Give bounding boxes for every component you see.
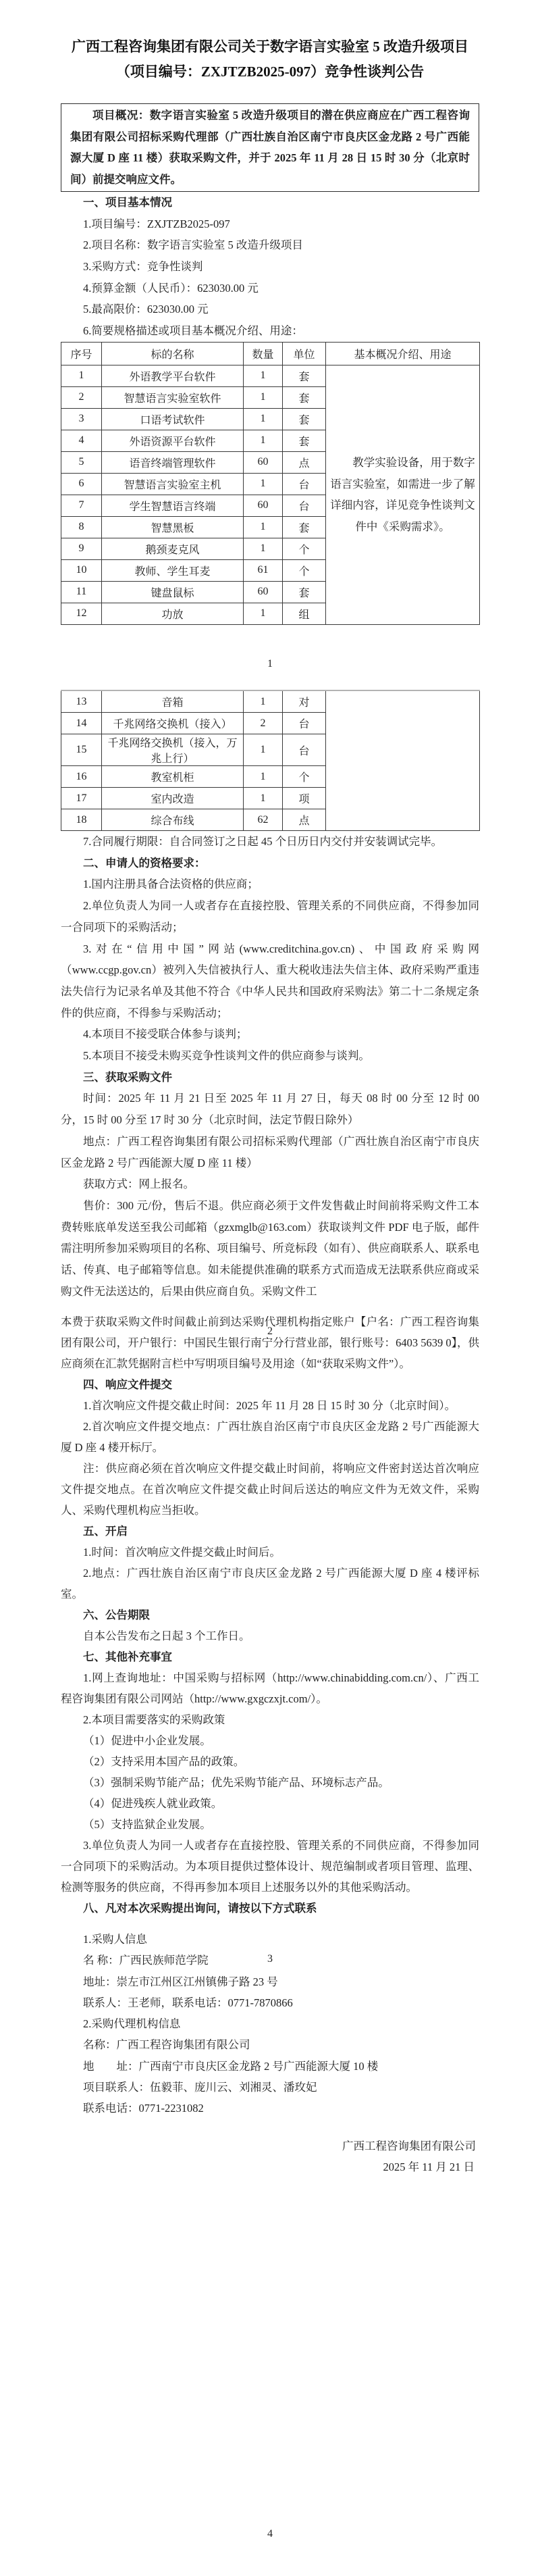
table-cell: 11 bbox=[61, 581, 102, 603]
table-cell: 1 bbox=[244, 603, 283, 624]
paragraph: 本费于获取采购文件时间截止前到达采购代理机构指定账户【户名：广西工程咨询集团有限公司，开户银行：中国民生银行南宁分行营业部，银行账号：6403 5639 0】，供应商须在汇款凭据附言栏中写明项目编号及用途（如“获取采购文件”）。 bbox=[61, 1315, 479, 1370]
paragraph: 1.采购人信息 bbox=[83, 1933, 147, 1946]
paragraph: 地点：广西工程咨询集团有限公司招标采购代理部（广西壮族自治区南宁市良庆区金龙路 2 号广西能源大厦 D 座 11 楼） bbox=[61, 1134, 479, 1169]
table-cell: 1 bbox=[244, 538, 283, 559]
table-cell: 1 bbox=[244, 430, 283, 451]
table-cell: 对 bbox=[283, 690, 326, 713]
paragraph: （4）促进残疾人就业政策。 bbox=[83, 1797, 223, 1810]
table-cell: 智慧语言实验室软件 bbox=[102, 386, 244, 408]
signature-block bbox=[61, 2136, 479, 2178]
column-header: 数量 bbox=[244, 342, 283, 365]
paragraph: 7.合同履行期限：自合同签订之日起 45 个日历日内交付并安装调试完毕。 bbox=[83, 835, 443, 848]
table-cell: 1 bbox=[244, 386, 283, 408]
paragraph: 2.采购代理机构信息 bbox=[83, 2017, 181, 2031]
paragraph: 地 址：广西南宁市良庆区金龙路 2 号广西能源大厦 10 楼 bbox=[83, 2059, 379, 2073]
table-cell: 1 bbox=[244, 788, 283, 809]
table-cell: 10 bbox=[61, 559, 102, 581]
paragraph: 2.地点：广西壮族自治区南宁市良庆区金龙路 2 号广西能源大厦 D 座 4 楼评标室。 bbox=[61, 1567, 479, 1600]
table-cell: 个 bbox=[283, 538, 326, 559]
table-cell: 教室机柜 bbox=[102, 766, 244, 788]
section-heading: 三、获取采购文件 bbox=[83, 1070, 172, 1084]
table-cell: 组 bbox=[283, 603, 326, 624]
table-cell: 16 bbox=[61, 766, 102, 788]
table-cell: 语音终端管理软件 bbox=[102, 451, 244, 473]
table-cell: 5 bbox=[61, 451, 102, 473]
table-cell: 项 bbox=[283, 788, 326, 809]
table-cell: 2 bbox=[61, 386, 102, 408]
signature-date: 2025 年 11 月 21 日 bbox=[383, 2160, 475, 2173]
table-row bbox=[61, 690, 480, 713]
page-4 bbox=[0, 1929, 540, 2576]
table-cell: 9 bbox=[61, 538, 102, 559]
paragraph: 2.首次响应文件提交地点：广西壮族自治区南宁市良庆区金龙路 2 号广西能源大厦 D 座 4 楼开标厅。 bbox=[61, 1420, 479, 1454]
column-header: 标的名称 bbox=[102, 342, 244, 365]
table-cell: 套 bbox=[283, 430, 326, 451]
table-cell: 套 bbox=[283, 408, 326, 430]
paragraph: 注：供应商必须在首次响应文件提交截止时间前，将响应文件密封送达首次响应文件提交地点。在首次响应文件提交截止时间后送达的响应文件为无效文件，采购人、采购代理机构应当拒收。 bbox=[61, 1462, 479, 1517]
signature-org: 广西工程咨询集团有限公司 bbox=[342, 2139, 476, 2152]
paragraph: 2.单位负责人为同一人或者存在直接控股、管理关系的不同供应商，不得参加同一合同项下的采购活动； bbox=[61, 899, 479, 934]
document-page bbox=[0, 34, 540, 2576]
paragraph: 项目联系人：伍毅菲、庞川云、刘湘灵、潘玫妃 bbox=[83, 2081, 317, 2094]
paragraph: 地址：崇左市江州区江州镇佛子路 23 号 bbox=[83, 1975, 278, 1988]
table-cell: 音箱 bbox=[102, 690, 244, 713]
project-overview-box: 项目概况：数字语言实验室 5 改造升级项目的潜在供应商应在广西工程咨询集团有限公司招标采购代理部（广西壮族自治区南宁市良庆区金龙路 2 号广西能源大厦 D 座 11 楼）获取采购文件，并于 2025 年 11 月 28 日 15 时 30 分（北京时间）前提交响应文件。 bbox=[61, 103, 479, 192]
table-cell: 7 bbox=[61, 495, 102, 516]
paragraph: 1.首次响应文件提交截止时间：2025 年 11 月 28 日 15 时 30 分（北京时间）。 bbox=[83, 1399, 456, 1412]
table-cell: 套 bbox=[283, 516, 326, 538]
table-cell: 口语考试软件 bbox=[102, 408, 244, 430]
table-cell: 1 bbox=[244, 408, 283, 430]
table-cell: 61 bbox=[244, 559, 283, 581]
table-cell: 键盘鼠标 bbox=[102, 581, 244, 603]
paragraph: 3.对在“信用中国”网站(www.creditchina.gov.cn)、中国政府采购网（www.ccgp.gov.cn）被列入失信被执行人、重大税收违法失信主体、政府采购严重违法失信行为记录名单及其他不符合《中华人民共和国政府采购法》第二十二条规定条件的供应商，不得参与采购活动； bbox=[61, 942, 479, 1019]
table-cell: 1 bbox=[244, 734, 283, 766]
table-cell: 1 bbox=[244, 516, 283, 538]
table-cell: 1 bbox=[244, 690, 283, 713]
table-cell: 学生智慧语言终端 bbox=[102, 495, 244, 516]
paragraph: 1.国内注册具备合法资格的供应商； bbox=[83, 878, 259, 891]
table-cell: 60 bbox=[244, 451, 283, 473]
table-cell: 62 bbox=[244, 809, 283, 831]
section-heading: 八、凡对本次采购提出询问，请按以下方式联系 bbox=[83, 1902, 317, 1915]
table-cell: 点 bbox=[283, 809, 326, 831]
items-table-header bbox=[61, 342, 480, 365]
document-title-line1: 广西工程咨询集团有限公司关于数字语言实验室 5 改造升级项目 bbox=[72, 39, 468, 55]
section-submission-and-other bbox=[61, 1311, 479, 1919]
table-cell: 点 bbox=[283, 451, 326, 473]
section-heading: 一、项目基本情况 bbox=[83, 195, 172, 209]
table-cell: 1 bbox=[244, 766, 283, 788]
section-heading: 二、申请人的资格要求： bbox=[83, 856, 206, 869]
table-cell: 功放 bbox=[102, 603, 244, 624]
section-heading: 四、响应文件提交 bbox=[83, 1378, 172, 1391]
table-cell: 13 bbox=[61, 690, 102, 713]
paragraph: 2.项目名称：数字语言实验室 5 改造升级项目 bbox=[83, 238, 303, 252]
paragraph: 2.本项目需要落实的采购政策 bbox=[83, 1713, 225, 1726]
table-cell: 18 bbox=[61, 809, 102, 831]
paragraph: （2）支持采用本国产品的政策。 bbox=[83, 1755, 245, 1768]
table-row bbox=[61, 365, 480, 386]
table-cell: 套 bbox=[283, 581, 326, 603]
paragraph: 4.预算金额（人民币）：623030.00 元 bbox=[83, 281, 259, 295]
table-cell: 60 bbox=[244, 581, 283, 603]
page-1 bbox=[0, 34, 540, 690]
table-cell: 台 bbox=[283, 495, 326, 516]
table-cell: 个 bbox=[283, 559, 326, 581]
table-cell: 台 bbox=[283, 473, 326, 495]
table-cell: 外语资源平台软件 bbox=[102, 430, 244, 451]
table-cell: 2 bbox=[244, 713, 283, 734]
table-cell: 12 bbox=[61, 603, 102, 624]
table-cell: 外语教学平台软件 bbox=[102, 365, 244, 386]
paragraph: 获取方式：网上报名。 bbox=[83, 1178, 194, 1191]
page-number: 4 bbox=[267, 2528, 273, 2540]
table-cell: 综合布线 bbox=[102, 809, 244, 831]
section-qualifications-and-docs bbox=[61, 831, 479, 1302]
items-usage-note: 教学实验设备，用于数字语言实验室，如需进一步了解详细内容，详见竞争性谈判文件中《采购需求》。 bbox=[326, 365, 480, 624]
table-cell: 鹅颈麦克风 bbox=[102, 538, 244, 559]
table-cell: 17 bbox=[61, 788, 102, 809]
paragraph: 联系人：王老师，联系电话：0771-7870866 bbox=[83, 1996, 293, 2009]
table-cell: 室内改造 bbox=[102, 788, 244, 809]
column-header: 单位 bbox=[283, 342, 326, 365]
paragraph: 名称：广西工程咨询集团有限公司 bbox=[83, 2038, 250, 2052]
page-number: 1 bbox=[267, 657, 273, 670]
items-usage-note-empty bbox=[326, 690, 480, 831]
table-cell: 1 bbox=[244, 473, 283, 495]
paragraph: 联系电话：0771-2231082 bbox=[83, 2102, 204, 2115]
paragraph: （5）支持监狱企业发展。 bbox=[83, 1818, 211, 1831]
paragraph: 售价：300 元/份，售后不退。供应商必须于文件发售截止时间前将采购文件工本费转账底单发送至我公司邮箱（gzxmglb@163.com）获取谈判文件 PDF 电子版，邮件需注明所参加采购项目的名称、项目编号、所竞标段（如有）、供应商联系人、联系电话、传真、电子邮箱等信息。如未能提供准确的联系方式而造成无法联系供应商或采购文件无法送达的，后果由供应商自负。采购文件工 bbox=[61, 1198, 479, 1298]
paragraph: 5.最高限价：623030.00 元 bbox=[83, 303, 209, 316]
paragraph: 1.时间：首次响应文件提交截止时间后。 bbox=[83, 1546, 281, 1559]
section-heading: 七、其他补充事宜 bbox=[83, 1650, 172, 1663]
table-cell: 1 bbox=[244, 365, 283, 386]
paragraph: 5.本项目不接受未购买竞争性谈判文件的供应商参与谈判。 bbox=[83, 1049, 370, 1063]
table-cell: 智慧黑板 bbox=[102, 516, 244, 538]
page-number: 2 bbox=[267, 1325, 273, 1338]
section-heading: 六、公告期限 bbox=[83, 1609, 150, 1621]
page-number: 3 bbox=[267, 1953, 273, 1965]
items-table-part1 bbox=[61, 342, 480, 625]
document-title bbox=[61, 34, 479, 84]
table-cell: 台 bbox=[283, 713, 326, 734]
document-title-line2: （项目编号：ZXJTZB2025-097）竞争性谈判公告 bbox=[115, 64, 425, 80]
column-header: 序号 bbox=[61, 342, 102, 365]
table-cell: 教师、学生耳麦 bbox=[102, 559, 244, 581]
page-2 bbox=[0, 690, 540, 1338]
table-cell: 3 bbox=[61, 408, 102, 430]
paragraph: 3.单位负责人为同一人或者存在直接控股、管理关系的不同供应商，不得参加同一合同项下的采购活动。为本项目提供过整体设计、规范编制或者项目管理、监理、检测等服务的供应商，不得再参加本项目上述服务以外的其他采购活动。 bbox=[61, 1839, 479, 1894]
table-cell: 套 bbox=[283, 365, 326, 386]
paragraph: 1.项目编号：ZXJTZB2025-097 bbox=[83, 217, 230, 230]
paragraph: 3.采购方式：竞争性谈判 bbox=[83, 259, 203, 273]
table-cell: 千兆网络交换机（接入，万兆上行） bbox=[102, 734, 244, 766]
paragraph: 1.网上查询地址：中国采购与招标网（http://www.chinabidding.com.cn/）、广西工程咨询集团有限公司网站（http://www.gxgczxjt.com/）。 bbox=[61, 1671, 479, 1705]
table-header-row bbox=[61, 342, 480, 365]
table-cell: 个 bbox=[283, 766, 326, 788]
table-cell: 8 bbox=[61, 516, 102, 538]
paragraph: 6.简要规格描述或项目基本概况介绍、用途： bbox=[83, 324, 303, 338]
table-cell: 1 bbox=[61, 365, 102, 386]
table-cell: 套 bbox=[283, 386, 326, 408]
items-table-part2 bbox=[61, 690, 480, 831]
paragraph: 时间：2025 年 11 月 21 日至 2025 年 11 月 27 日，每天 08 时 00 分至 12 时 00 分，15 时 00 分至 17 时 30 分（北京时间，法定节假日除外） bbox=[61, 1092, 479, 1127]
table-cell: 15 bbox=[61, 734, 102, 766]
paragraph: （3）强制采购节能产品；优先采购节能产品、环境标志产品。 bbox=[83, 1776, 389, 1789]
section-basic-info bbox=[61, 192, 479, 342]
section-heading: 五、开启 bbox=[83, 1525, 128, 1538]
table-cell: 60 bbox=[244, 495, 283, 516]
paragraph: （1）促进中小企业发展。 bbox=[83, 1734, 211, 1747]
paragraph: 自本公告发布之日起 3 个工作日。 bbox=[83, 1630, 250, 1642]
column-header: 基本概况介绍、用途 bbox=[326, 342, 480, 365]
table-cell: 台 bbox=[283, 734, 326, 766]
table-cell: 4 bbox=[61, 430, 102, 451]
table-cell: 14 bbox=[61, 713, 102, 734]
table-cell: 6 bbox=[61, 473, 102, 495]
table-cell: 智慧语言实验室主机 bbox=[102, 473, 244, 495]
paragraph: 4.本项目不接受联合体参与谈判； bbox=[83, 1028, 248, 1041]
table-cell: 千兆网络交换机（接入） bbox=[102, 713, 244, 734]
paragraph: 名 称：广西民族师范学院 bbox=[83, 1954, 209, 1967]
